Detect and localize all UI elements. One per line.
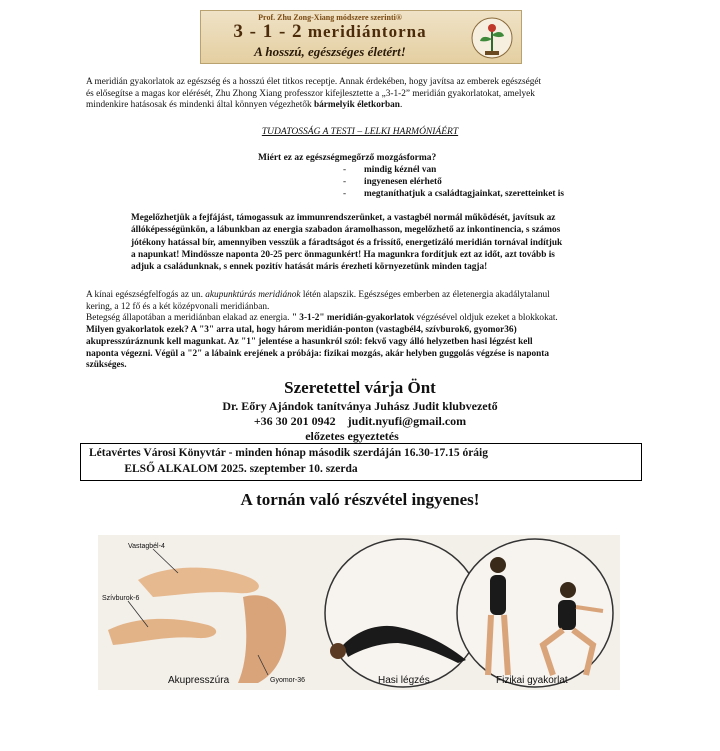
pointer-line — [153, 549, 178, 573]
figure-head — [490, 557, 506, 573]
acup-bold: " 3-1-2" meridián-gyakorlatok — [291, 313, 415, 324]
intro-line-3 — [86, 100, 634, 112]
acup-text: végzésével oldjuk ezeket a blokkokat. — [414, 313, 558, 324]
label-vastagbel: Vastagbél-4 — [128, 543, 165, 550]
first-session: ELSŐ ALKALOM 2025. szeptember 10. szerda — [124, 463, 358, 475]
intro-paragraph — [86, 77, 634, 112]
benefits-line: a napunkat! Mindössze naponta 20-25 perc önmagunkért! Ha magunkra fordítjuk ezt az időt, azt tovább is — [131, 249, 555, 260]
label-akupresszura: Akupresszúra — [168, 675, 230, 686]
intro-line-2: és elősegítse a magas kor elérését, Zhu Zhong Xiang professzor kifejlesztette a „3-1-2” meridián gyakorlatokat, amelyek — [86, 88, 535, 99]
label-hasi-legzes: Hasi légzés — [378, 675, 430, 686]
benefits-line: adjuk a családunknak, s ennek pozitív hatását máris érezheti környezetünk minden tagja! — [131, 262, 488, 273]
label-gyomor: Gyomor-36 — [270, 677, 306, 684]
acup-italic: akupunktúrás meridiánok — [205, 290, 301, 300]
banner-title-word: meridiántorna — [307, 22, 427, 41]
benefits-line: állóképességünkön, a lábunkban az energia szabadon áramolhasson, megelőzhető az inkontinencia, s számos — [131, 225, 561, 236]
phone-number: +36 30 201 0942 — [253, 414, 336, 428]
benefits-line: jótékony hatással bír, amennyiben vesszük a fáradtságot és a frissítő, energetizáló meridián tornával indítjuk — [131, 237, 563, 248]
bullet-dash: - — [343, 165, 347, 175]
hand-shape — [108, 619, 216, 645]
standing-figure — [490, 575, 506, 615]
bullet-item: megtaníthatjuk a családtagjainkat, szeretteinket is — [364, 189, 564, 199]
motto-text: TUDATOSSÁG A TESTI – LELKI HARMÓNIÁÉRT — [261, 127, 459, 137]
acup-line-2: kering, a 12 fő és a két középvonali meridiánban. — [86, 301, 270, 312]
acup-text: Betegség állapotában a meridiánban elakad az energia. — [86, 313, 292, 324]
acup-text: A kínai egészségfelfogás az un. — [86, 290, 206, 300]
intro-line-1: A meridián gyakorlatok az egészség és a hosszú élet titkos receptje. Annak érdekében, hogy javítsa az emberek egészségét — [86, 77, 542, 87]
acup-line-1 — [86, 290, 634, 302]
knee-shape — [238, 595, 286, 683]
motto — [0, 127, 720, 137]
acup-line-5: akupresszúráznunk kell magunkat. Az "1" jelentése a hasunkról szól: fekvő vagy álló helyzetben hasi légzést kell — [86, 336, 533, 347]
bullet-item: ingyenesen elérhető — [364, 177, 442, 187]
banner-tagline: A hosszú, egészséges életért! — [254, 44, 406, 59]
acup-text: létén alapszik. Egészséges emberben az életenergia akadálytalanul — [300, 290, 550, 300]
booking-note: előzetes egyeztetés — [305, 429, 399, 443]
plant-logo-icon — [471, 17, 513, 59]
free-participation: A tornán való részvétel ingyenes! — [240, 490, 480, 509]
acup-line-7: szükséges. — [86, 360, 127, 371]
acupuncture-paragraph — [86, 290, 634, 372]
benefits-paragraph — [131, 212, 635, 273]
email-address: judit.nyufi@gmail.com — [347, 414, 467, 428]
exercise-illustration — [98, 535, 620, 690]
bullet-item: mindig kéznél van — [364, 165, 437, 175]
intro-line-3-end: . — [399, 100, 403, 111]
instructor-line: Dr. Eőry Ajándok tanítványa Juhász Judit klubvezető — [222, 399, 498, 413]
benefits-line: Megelőzhetjük a fejfájást, támogassuk az immunrendszerünket, a vastagbél normál működését, javítsuk az — [131, 213, 556, 223]
contact-line — [0, 414, 720, 429]
hand-shape — [138, 568, 259, 597]
venue-box — [80, 443, 642, 481]
intro-emphasis: bármelyik életkorban — [313, 100, 400, 111]
banner-credit: Prof. Zhu Zong-Xiang módszere szerinti® — [258, 13, 402, 22]
banner-title — [201, 21, 459, 43]
bullet-dash: - — [343, 177, 347, 187]
acup-line-4: Milyen gyakorlatok ezek? A "3" arra utal, hogy három meridián-ponton (vastagbél4, szívburok6, gyomor36) — [86, 325, 517, 336]
label-szivburok: Szívburok-6 — [102, 595, 140, 602]
figure-head — [330, 643, 346, 659]
acup-line-3 — [86, 313, 634, 325]
invite-headline: Szeretettel várja Önt — [284, 378, 436, 397]
figure-head — [560, 582, 576, 598]
venue-line: Létavértes Városi Könyvtár - minden hónap második szerdáján 16.30-17.15 óráig — [89, 447, 488, 459]
acup-line-6: naponta végezni. Végül a "2" a lábaink erejének a próbája: fizikai mozgás, akár helyben guggolás végzése is naponta — [86, 348, 550, 359]
header-banner — [200, 10, 522, 64]
label-fizikai: Fizikai gyakorlat — [496, 675, 568, 686]
illustration-drawing — [98, 535, 620, 690]
question: Miért ez az egészségmegőrző mozgásforma? — [258, 153, 437, 163]
squatting-figure — [558, 600, 576, 630]
intro-line-3-text: mindenkire hatásosak és mindenki által könnyen végezhetők — [86, 100, 314, 111]
banner-title-number: 3 - 1 - 2 — [233, 21, 303, 42]
bullet-dash: - — [343, 189, 347, 199]
